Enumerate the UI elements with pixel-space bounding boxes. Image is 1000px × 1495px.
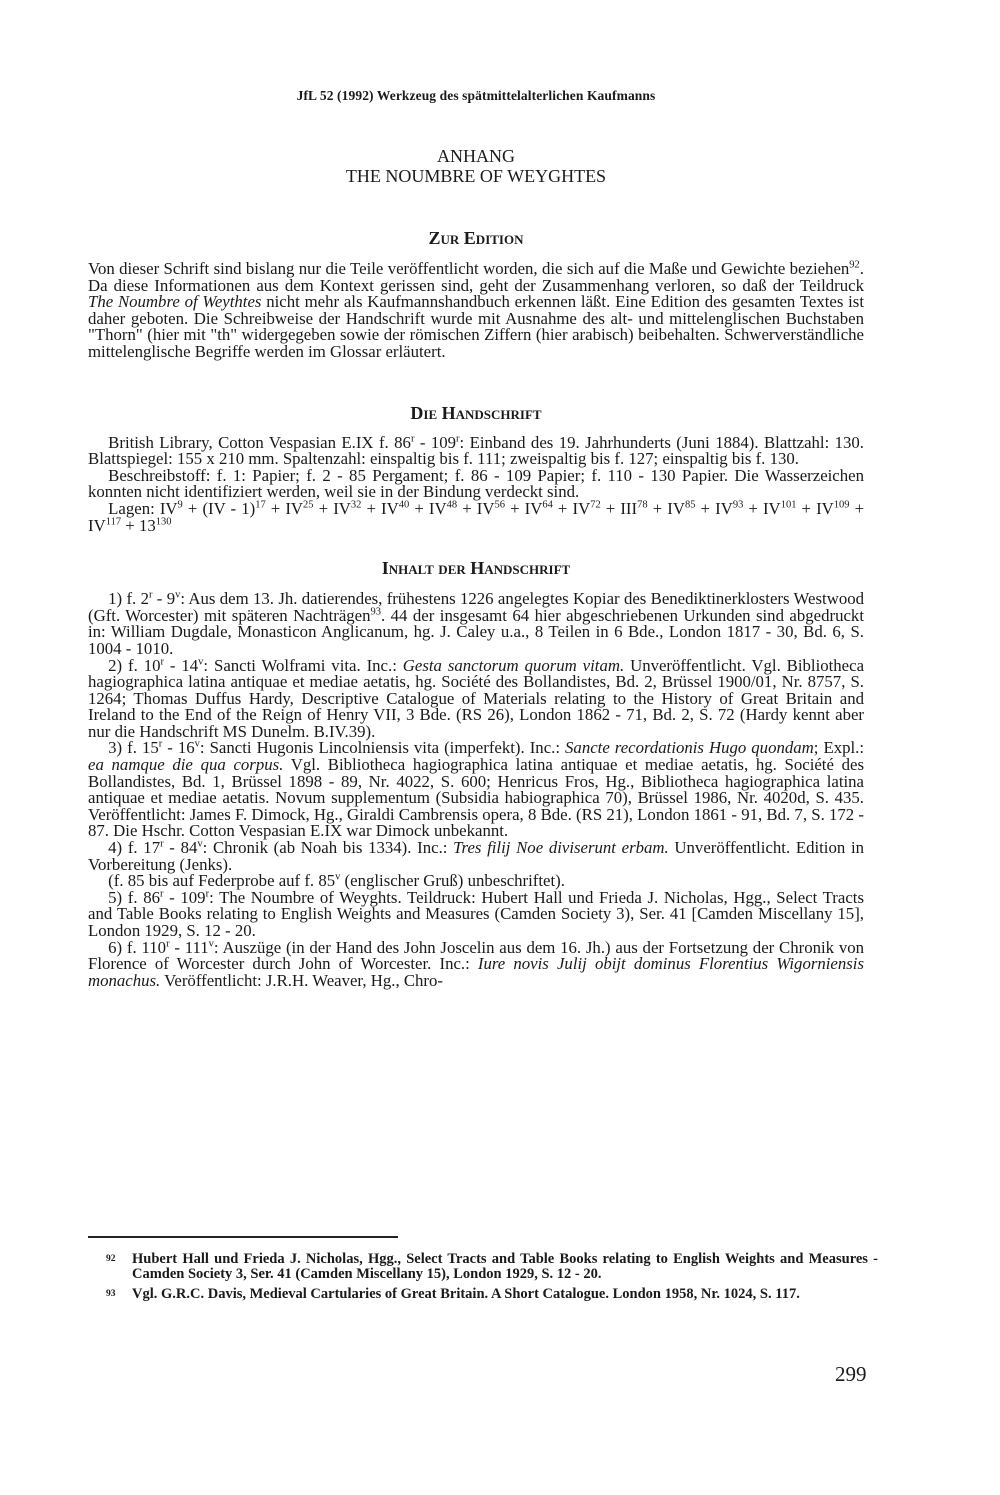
footnote-text: Vgl. G.R.C. Davis, Medieval Cartularies of Great Britain. A Short Catalogue. London 1958, Nr. 1024, S. 117. <box>132 1286 800 1302</box>
footnote-92 <box>88 1252 878 1281</box>
inhalt-entry-6: 6) f. 110$^r$ - 111$^v$: Auszüge (in der Hand des John Joscelin aus dem 16. Jh.) aus der Fortsetzung der Chronik von Florence of Worcester durch John of Worcester. Inc.: Iure novis Julij obijt dominus Florentius Wigorniensis monachus. Veröffentlicht: J.R.H. Weaver, Hg., Chro- <box>88 937 864 990</box>
running-head: JfL 52 (1992) Werkzeug des spätmittelalterlichen Kaufmanns <box>296 88 656 103</box>
handschrift-paragraph-1: British Library, Cotton Vespasian E.IX f. 86$^r$ - 109$^r$: Einband des 19. Jahrhunderts (Juni 1884). Blattzahl: 130. Blattspiegel: 155 x 210 mm. Spaltenzahl: einspaltig bis f. 111; zweispaltig bis f. 127; einspaltig bis f. 130. <box>88 432 865 469</box>
handschrift-paragraph-2: Beschreibstoff: f. 1: Papier; f. 2 - 85 Pergament; f. 86 - 109 Papier; f. 110 - 130 Papier. Die Wasserzeichen konnten nicht identifiziert werden, weil sie in der Bindung verdeckt sind. <box>88 465 864 502</box>
appendix-title <box>88 146 864 186</box>
inhalt-entry-3: 3) f. 15$^r$ - 16$^v$: Sancti Hugonis Lincolniensis vita (imperfekt). Inc.: Sancte recordationis Hugo quondam; Expl.: ea namque die qua corpus. Vgl. Bibliotheca hagiographica latina antiquae et mediae aetatis, hg. Société des Bollandistes, Bd. 1, Brüssel 1898 - 89, Nr. 4022, S. 600; Henricus Fros, Hg., Bibliotheca hagiographica latina antiquae et mediae aetatis. Novum supplementum (Subsidia habiographica 70), Brüssel 1986, Nr. 4020d, S. 435. Veröffentlicht: James F. Dimock, Hg., Giraldi Cambrensis opera, 8 Bde. (RS 21), London 1861 - 91, Bd. 7, S. 172 - 87. Die Hschr. Cotton Vespasian E.IX war Dimock unbekannt. <box>88 738 865 841</box>
footnote-93 <box>88 1287 878 1302</box>
inhalt-entry-1: 1) f. 2$^r$ - 9$^v$: Aus dem 13. Jh. datierendes, frühestens 1226 angelegtes Kopiar des Benediktinerklosters Westwood (Gft. Worcester) mit späteren Nachträgen$^{93}$. 44 der insgesamt 64 hier abgeschriebenen Urkunden sind abgedruckt in: William Dugdale, Monasticon Anglicanum, hg. J. Caley u.a., 8 Teilen in 6 Bde., London 1817 - 30, Bd. 6, S. 1004 - 1010. <box>88 589 864 658</box>
inhalt-entry-f85: (f. 85 bis auf Federprobe auf f. 85$^v$ (englischer Gruß) unbeschriftet). <box>108 871 565 891</box>
footnote-number: 93 <box>106 1289 116 1299</box>
footnote-ref-92[interactable]: 92 <box>849 259 860 271</box>
footnote-ref-93[interactable]: 93 <box>370 606 381 618</box>
title-line-1: ANHANG <box>437 146 515 166</box>
title-line-2: THE NOUMBRE OF WEYGHTES <box>345 166 607 186</box>
inhalt-entry-2: 2) f. 10$^r$ - 14$^v$: Sancti Wolframi vita. Inc.: Gesta sanctorum quorum vitam. Unveröffentlicht. Vgl. Bibliotheca hagiographica latina antiquae et mediae aetatis, hg. Société des Bollandistes, Bd. 2, Brüssel 1900/01, Nr. 8757, S. 1264; Thomas Duffus Hardy, Descriptive Catalogue of Materials relating to the History of Great Britain and Ireland to the End of the Reign of Henry VII, 3 Bde. (RS 26), London 1862 - 71, Bd. 2, S. 72 (Hardy kennt aber nur die Handschrift MS Dunelm. B.IV.39). <box>88 655 865 741</box>
inhalt-entry-4: 4) f. 17$^r$ - 84$^v$: Chronik (ab Noah bis 1334). Inc.: Tres filij Noe diviserunt erbam. Unveröffentlicht. Edition in Vorbereitung (Jenks). <box>88 838 865 874</box>
page-number: 299 <box>835 1362 867 1386</box>
footnote-separator <box>88 1236 398 1238</box>
heading-inhalt: Inhalt der Handschrift <box>381 558 571 579</box>
inhalt-entry-5: 5) f. 86$^r$ - 109$^r$: The Noumbre of Weyghts. Teildruck: Hubert Hall und Frieda J. Nicholas, Hgg., Select Tracts and Table Books relating to English Weights and Measures (Camden Society 3), Ser. 41 [Camden Miscellany 15], London 1929, S. 12 - 20. <box>88 887 864 940</box>
zur-edition-paragraph: Von dieser Schrift sind bislang nur die Teile veröffentlicht worden, die sich auf die Maße und Gewichte beziehen$^{92}$. Da diese Informationen aus dem Kontext gerissen sind, geht der Zusammenhang verloren, so daß der Teildruck The Noumbre of Weythtes nicht mehr als Kaufmannshandbuch erkennen läßt. Eine Edition des gesamten Textes ist daher geboten. Die Schreibweise der Handschrift wurde mit Ausnahme des alt- und mittelenglischen Buchstaben "Thorn" (hier mit "th" widergegeben sowie der römischen Ziffern (hier arabisch) beibehalten. Schwerverständliche mittelenglische Begriffe werden im Glossar erläutert. <box>88 259 864 361</box>
footnote-text: Hubert Hall und Frieda J. Nicholas, Hgg., Select Tracts and Table Books relating to English Weights and Measures - Camden Society 3, Ser. 41 (Camden Miscellany 15), London 1929, S. 12 - 20. <box>132 1251 878 1282</box>
footnote-number: 92 <box>106 1254 116 1264</box>
heading-zur-edition: Zur Edition <box>428 228 524 248</box>
handschrift-lagen: Lagen: $IV^9 + (IV - 1)^{17} + IV^{25} + IV^{32} + IV^{40} + IV^{48} + IV^{56} + IV^{64} + IV^{72} + III^{78} + IV^{85} + IV^{93} + IV^{101} + IV^{109} + IV^{117} + 13^{130}$ <box>88 498 865 535</box>
heading-handschrift: Die Handschrift <box>410 402 542 423</box>
